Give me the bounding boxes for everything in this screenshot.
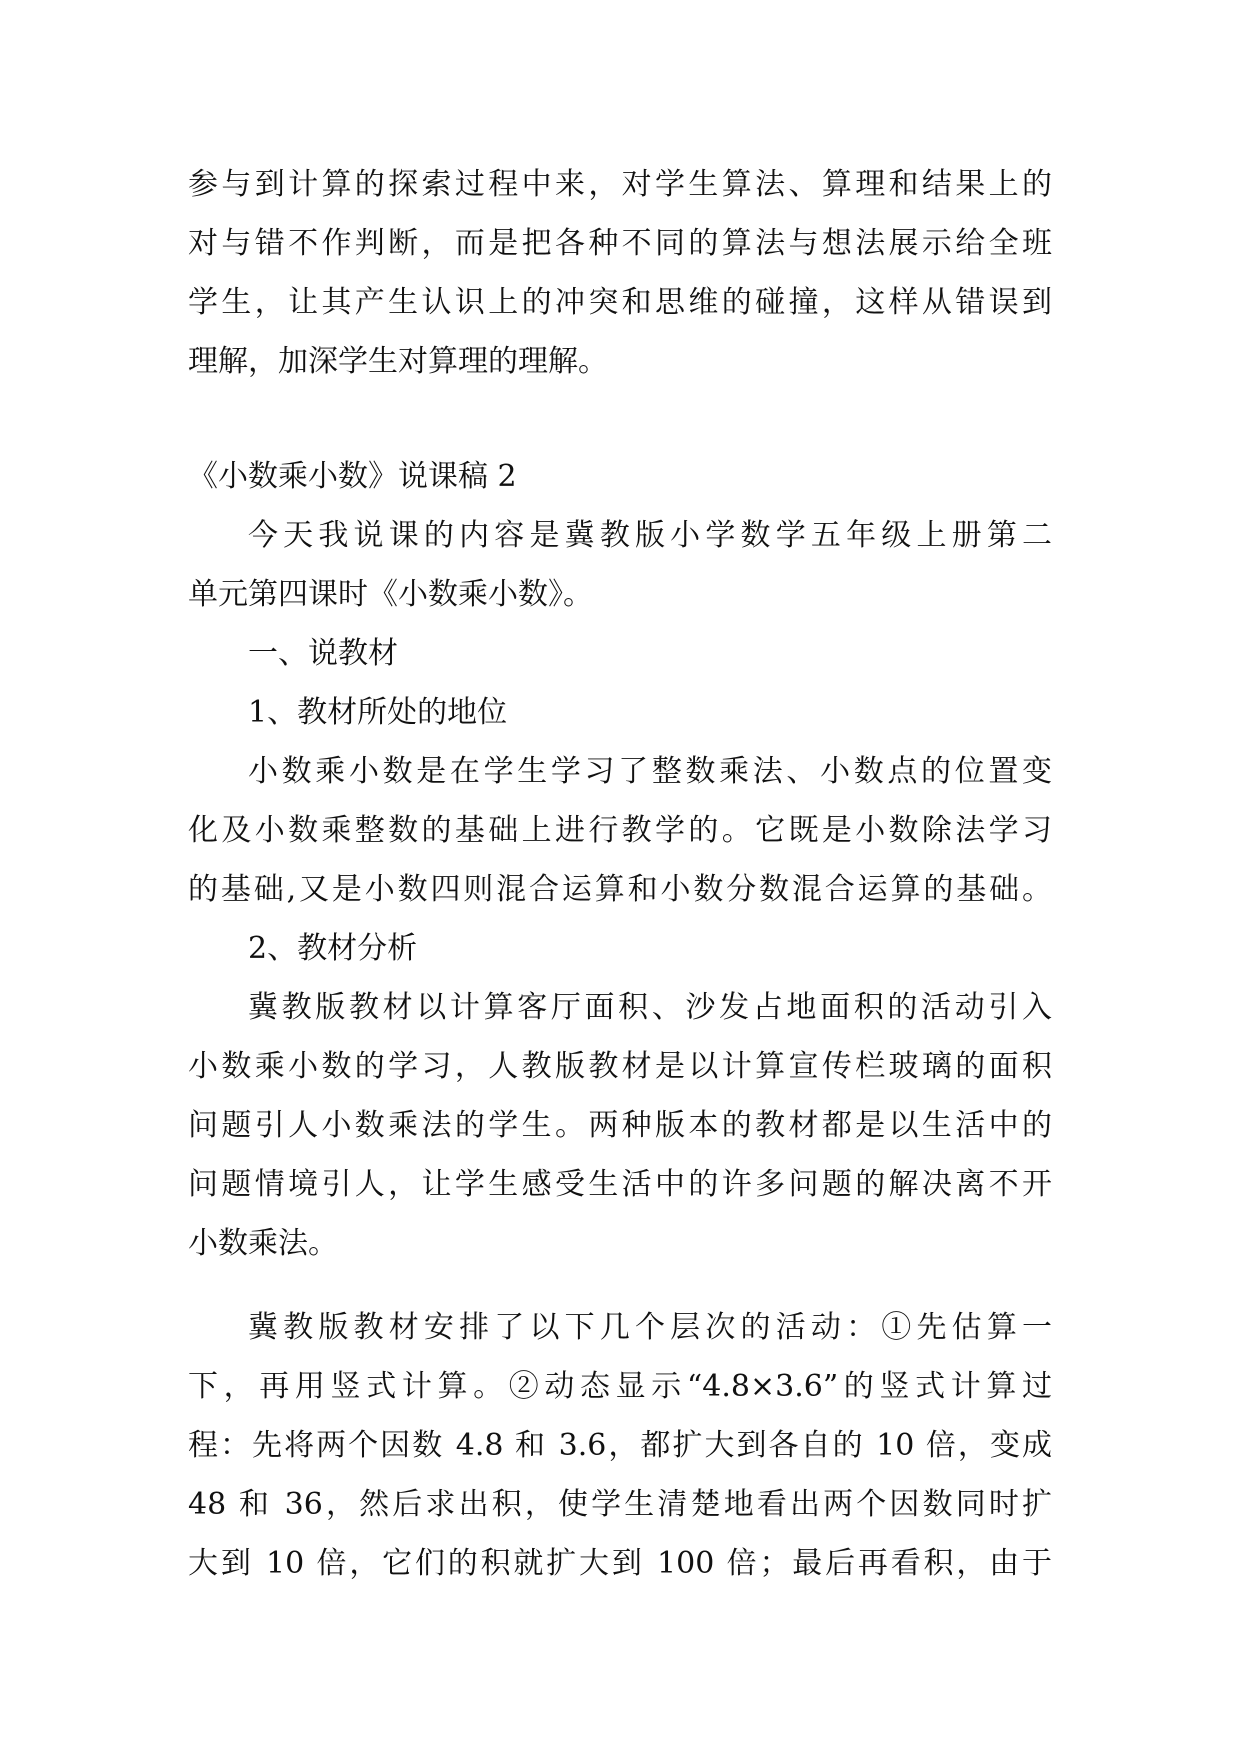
section-spacer xyxy=(188,391,1052,447)
opening-line-1: 今天我说课的内容是冀教版小学数学五年级上册第二 xyxy=(248,518,1052,553)
activity-line-4: 48 和 36，然后求出积，使学生清楚地看出两个因数同时扩 xyxy=(188,1487,1052,1522)
analysis-line-1: 冀教版教材以计算客厅面积、沙发占地面积的活动引入 xyxy=(248,990,1052,1025)
analysis-line-3: 问题引人小数乘法的学生。两种版本的教材都是以生活中的 xyxy=(188,1108,1052,1143)
position-line-2: 化及小数乘整数的基础上进行教学的。它既是小数除法学习 xyxy=(188,813,1052,848)
analysis-line-4: 问题情境引人，让学生感受生活中的许多问题的解决离不开 xyxy=(188,1167,1052,1202)
intro-line-2: 对与错不作判断，而是把各种不同的算法与想法展示给全班 xyxy=(188,226,1052,261)
subheading-material-position: 1、教材所处的地位 xyxy=(248,695,508,730)
intro-line-1: 参与到计算的探索过程中来，对学生算法、算理和结果上的 xyxy=(188,167,1052,202)
intro-line-3: 学生，让其产生认识上的冲突和思维的碰撞，这样从错误到 xyxy=(188,285,1052,320)
analysis-line-2: 小数乘小数的学习，人教版教材是以计算宣传栏玻璃的面积 xyxy=(188,1049,1052,1084)
activity-line-3: 程：先将两个因数 4.8 和 3.6，都扩大到各自的 10 倍，变成 xyxy=(188,1428,1052,1463)
position-line-3: 的基础,又是小数四则混合运算和小数分数混合运算的基础。 xyxy=(188,872,1052,907)
opening-line-2: 单元第四课时《小数乘小数》。 xyxy=(188,577,593,612)
paragraph-spacer xyxy=(188,1273,1052,1298)
document-body xyxy=(188,155,1052,1593)
subheading-material-analysis: 2、教材分析 xyxy=(248,931,418,966)
position-line-1: 小数乘小数是在学生学习了整数乘法、小数点的位置变 xyxy=(248,754,1052,789)
intro-line-4: 理解，加深学生对算理的理解。 xyxy=(188,344,608,379)
activity-line-5: 大到 10 倍，它们的积就扩大到 100 倍；最后再看积，由于 xyxy=(188,1546,1052,1581)
section-title: 《小数乘小数》说课稿 2 xyxy=(188,459,517,494)
activity-line-1: 冀教版教材安排了以下几个层次的活动：①先估算一 xyxy=(248,1310,1052,1345)
heading-teaching-material: 一、说教材 xyxy=(248,636,398,671)
analysis-line-5: 小数乘法。 xyxy=(188,1226,338,1261)
activity-line-2: 下，再用竖式计算。②动态显示“4.8×3.6”的竖式计算过 xyxy=(188,1369,1052,1404)
